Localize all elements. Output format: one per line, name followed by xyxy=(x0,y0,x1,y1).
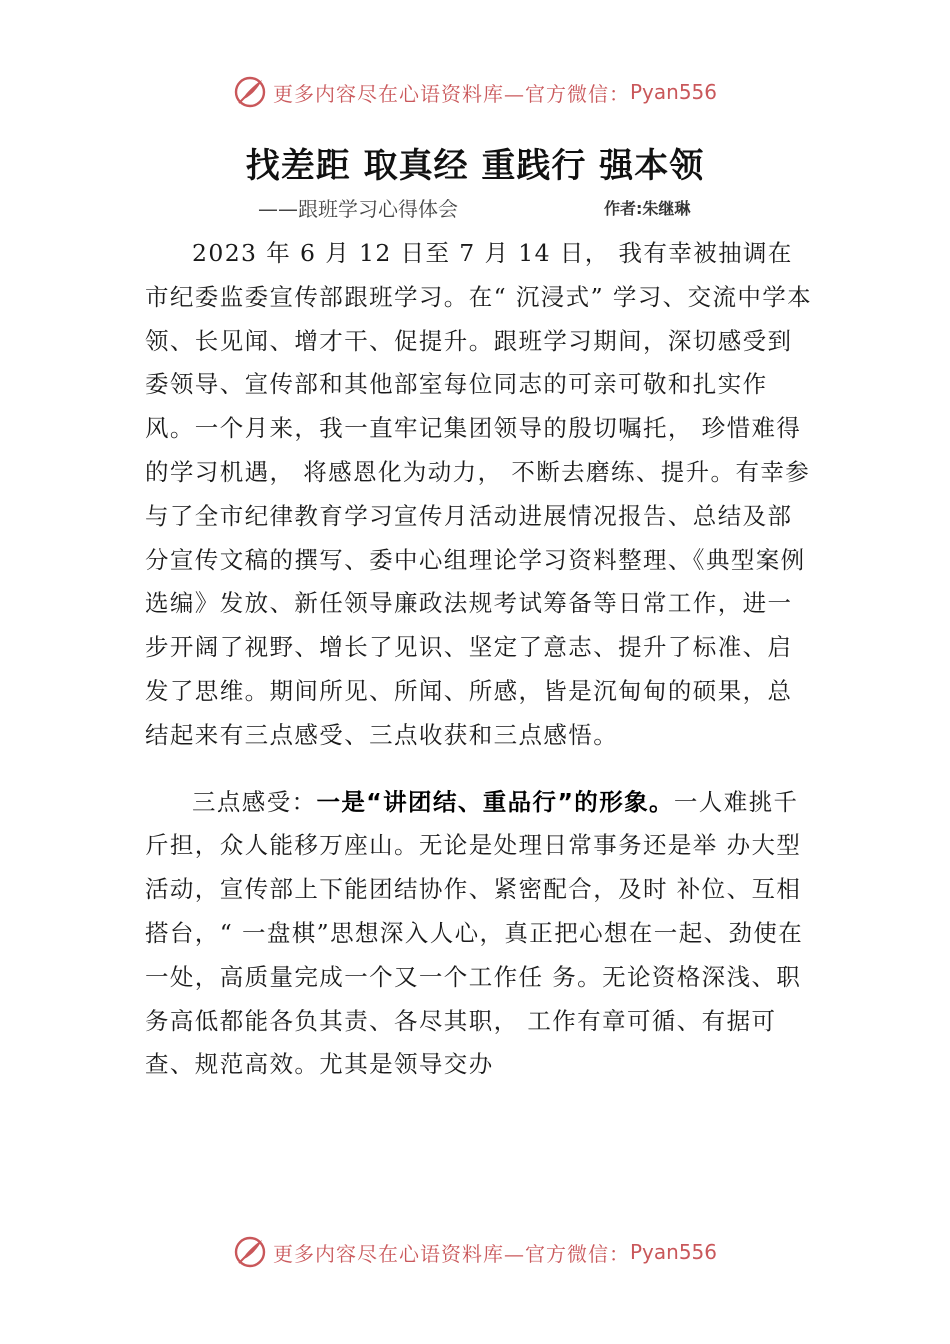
subtitle-row xyxy=(258,193,818,223)
paragraph-1: 2023 年 6 月 12 日至 7 月 14 日， 我有幸被抽调在市纪委监委宣传部跟班学习。在“ 沉浸式” 学习、交流中学本领、长见闻、增才干、促提升。跟班学习期间，深切感受到委领导、宣传部和其他部室每位同志的可亲可敬和扎实作风。一个月来，我一直牢记集团领导的殷切嘱托， 珍惜难得的学习机遇， 将感恩化为动力， 不断去磨练、提升。有幸参与了全市纪律教育学习宣传月活动进展情况报告、总结及部分宣传文稿的撰写、委中心组理论学习资料整理、《典型案例选编》发放、新任领导廉政法规考试筹备等日常工作，进一步开阔了视野、增长了见识、坚定了意志、提升了标准、启发了思维。期间所见、所闻、所感，皆是沉甸甸的硕果，总结起来有三点感受、三点收获和三点感悟。 xyxy=(145,239,813,749)
paragraph-2-lead: 三点感受： xyxy=(192,787,317,816)
paragraph-2-rest: 一人难挑千斤担，众人能移万座山。无论是处理日常事务还是举 办大型活动，宣传部上下能团结协作、紧密配合，及时 补位、互相搭台，“ 一盘棋”思想深入人心，真正把心想在一起、劲使在一处，高质量完成一个又一个工作任 务。无论资格深浅、职务高低都能各负其责、各尽其职， 工作有章可循、有据可查、规范高效。尤其是领导交办 xyxy=(145,787,804,1079)
header-watermark-banner xyxy=(0,72,950,112)
banner-wechat-id: Pyan556 xyxy=(629,80,717,104)
banner-text: 更多内容尽在心语资料库—官方微信： xyxy=(272,81,630,106)
document-author: 作者:朱继琳 xyxy=(604,199,691,218)
paragraph-2 xyxy=(145,781,817,1088)
banner-text: 更多内容尽在心语资料库—官方微信： xyxy=(272,1241,630,1266)
banner-wechat-id: Pyan556 xyxy=(629,1240,717,1264)
quill-logo-icon xyxy=(233,75,267,109)
document-title: 找差距 取真经 重践行 强本领 xyxy=(245,146,705,186)
quill-logo-icon xyxy=(233,1235,267,1269)
paragraph-2-emphasis: 一是“讲团结、重品行”的形象。 xyxy=(316,787,674,816)
document-body xyxy=(145,232,817,1087)
document-subtitle: ——跟班学习心得体会 xyxy=(258,197,458,221)
footer-watermark-banner xyxy=(0,1232,950,1272)
